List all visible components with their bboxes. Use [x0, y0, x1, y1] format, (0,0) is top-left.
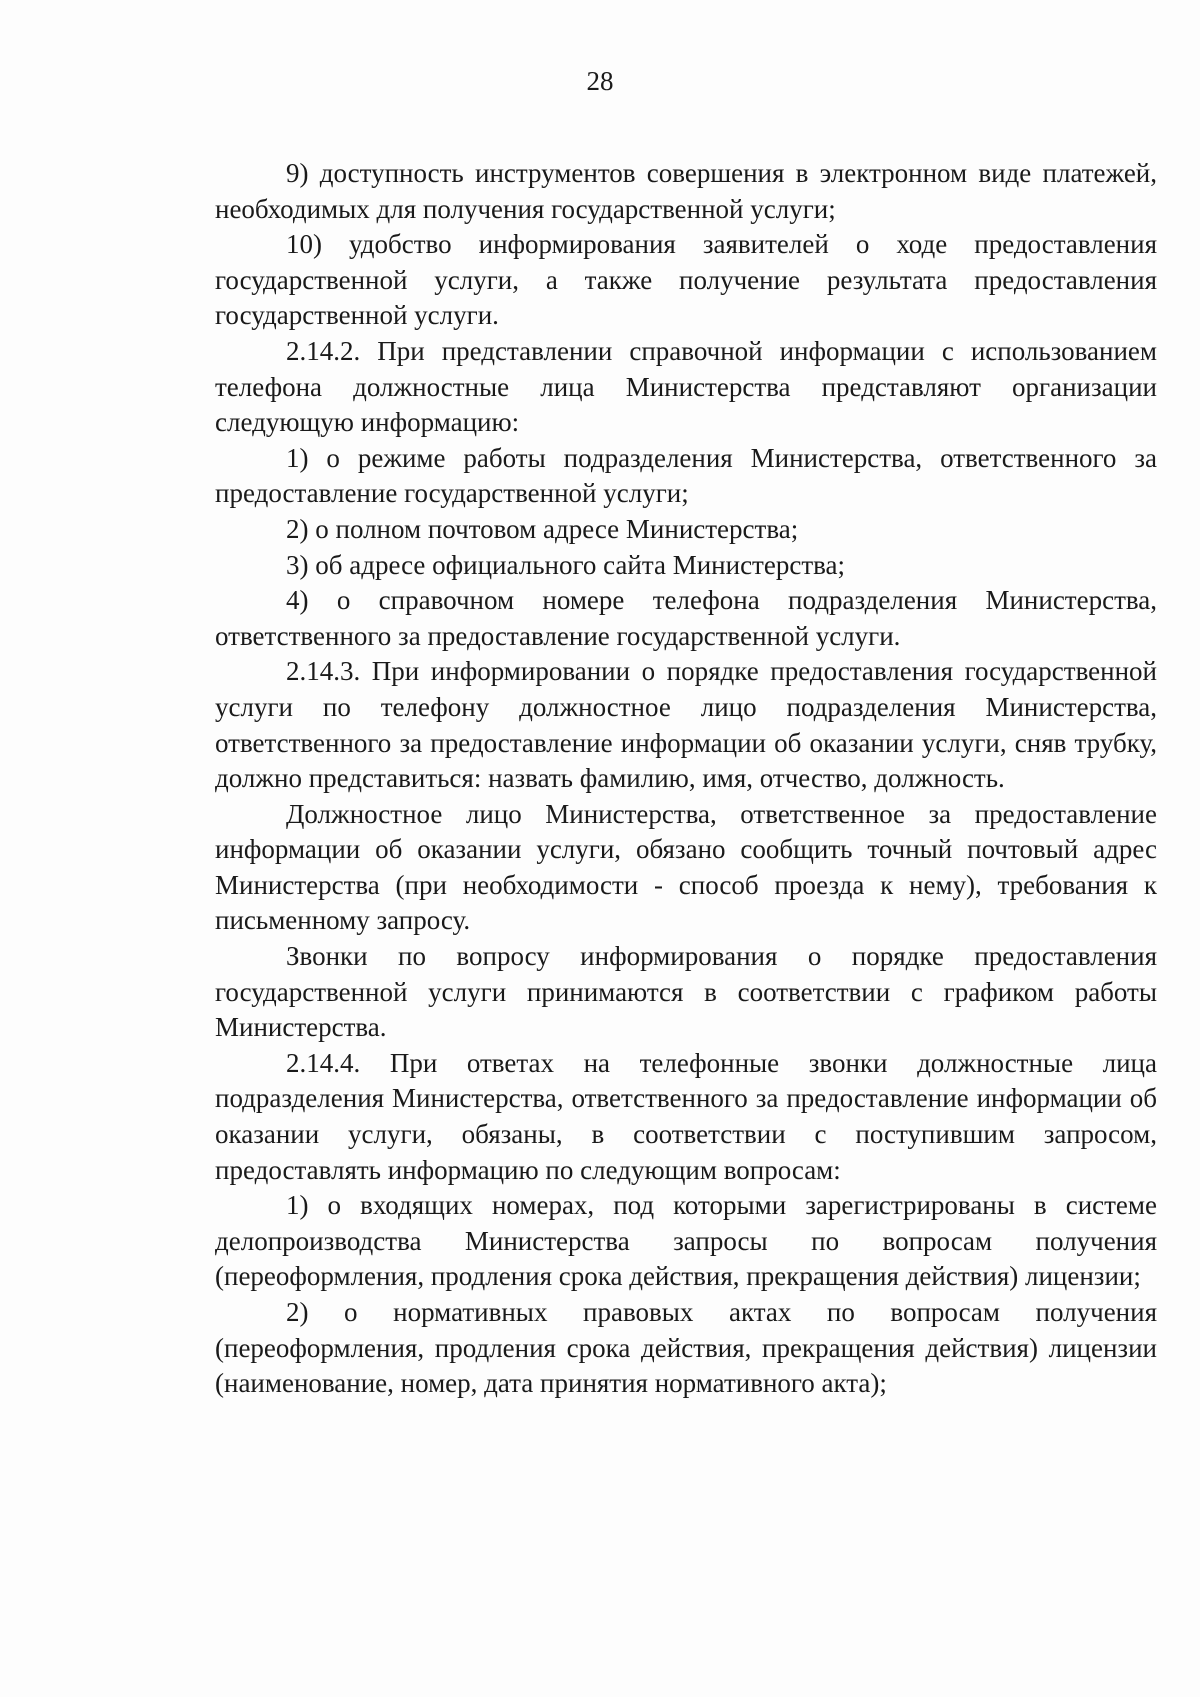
- paragraph-2-14-3: 2.14.3. При информировании о порядке предоставления государственной услуги по телефону должностное лицо подразделения Министерства, ответственного за предоставление информации об оказании услуги, сняв трубку, должно представиться: назвать фамилию, имя, отчество, должность.: [215, 656, 1157, 794]
- paragraph-2-14-2: 2.14.2. При представлении справочной информации с использованием телефона должностные лица Министерства представляют организации следующую информацию:: [215, 335, 1157, 438]
- paragraph-question-item-1: 1) о входящих номерах, под которыми зарегистрированы в системе делопроизводства Министерства запросы по вопросам получения (переоформления, продления срока действия, прекращения действия) лицензии;: [215, 1190, 1157, 1292]
- paragraph-2-14-4: 2.14.4. При ответах на телефонные звонки должностные лица подразделения Министерства, ответственного за предоставление информации об оказании услуги, обязаны, в соответствии с поступившим запросом, предоставлять информацию по следующим вопросам:: [215, 1047, 1157, 1185]
- paragraph-item-10: 10) удобство информирования заявителей о ходе предоставления государственной услуги, а также получение результата предоставления государственной услуги.: [215, 229, 1157, 331]
- paragraph-question-item-2: 2) о нормативных правовых актах по вопросам получения (переоформления, продления срока действия, прекращения действия) лицензии (наименование, номер, дата принятия нормативного акта);: [215, 1297, 1157, 1399]
- page-number: 28: [586, 66, 614, 96]
- paragraph-official-duties: Должностное лицо Министерства, ответственное за предоставление информации об оказании услуги, обязано сообщить точный почтовый адрес Министерства (при необходимости - способ проезда к нему), требования к письменному запросу.: [215, 798, 1157, 936]
- paragraph-item-9: 9) доступность инструментов совершения в электронном виде платежей, необходимых для получения государственной услуги;: [215, 158, 1157, 224]
- document-body: [215, 156, 1157, 1402]
- paragraph-list-item-1: 1) о режиме работы подразделения Министерства, ответственного за предоставление государственной услуги;: [215, 442, 1157, 509]
- paragraph-list-item-2: 2) о полном почтовом адресе Министерства;: [286, 513, 799, 544]
- paragraph-calls-schedule: Звонки по вопросу информирования о порядке предоставления государственной услуги принимаются в соответствии с графиком работы Министерства.: [215, 941, 1157, 1043]
- paragraph-list-item-3: 3) об адресе официального сайта Министерства;: [286, 549, 845, 580]
- paragraph-list-item-4: 4) о справочном номере телефона подразделения Министерства, ответственного за предоставление государственной услуги.: [215, 585, 1157, 651]
